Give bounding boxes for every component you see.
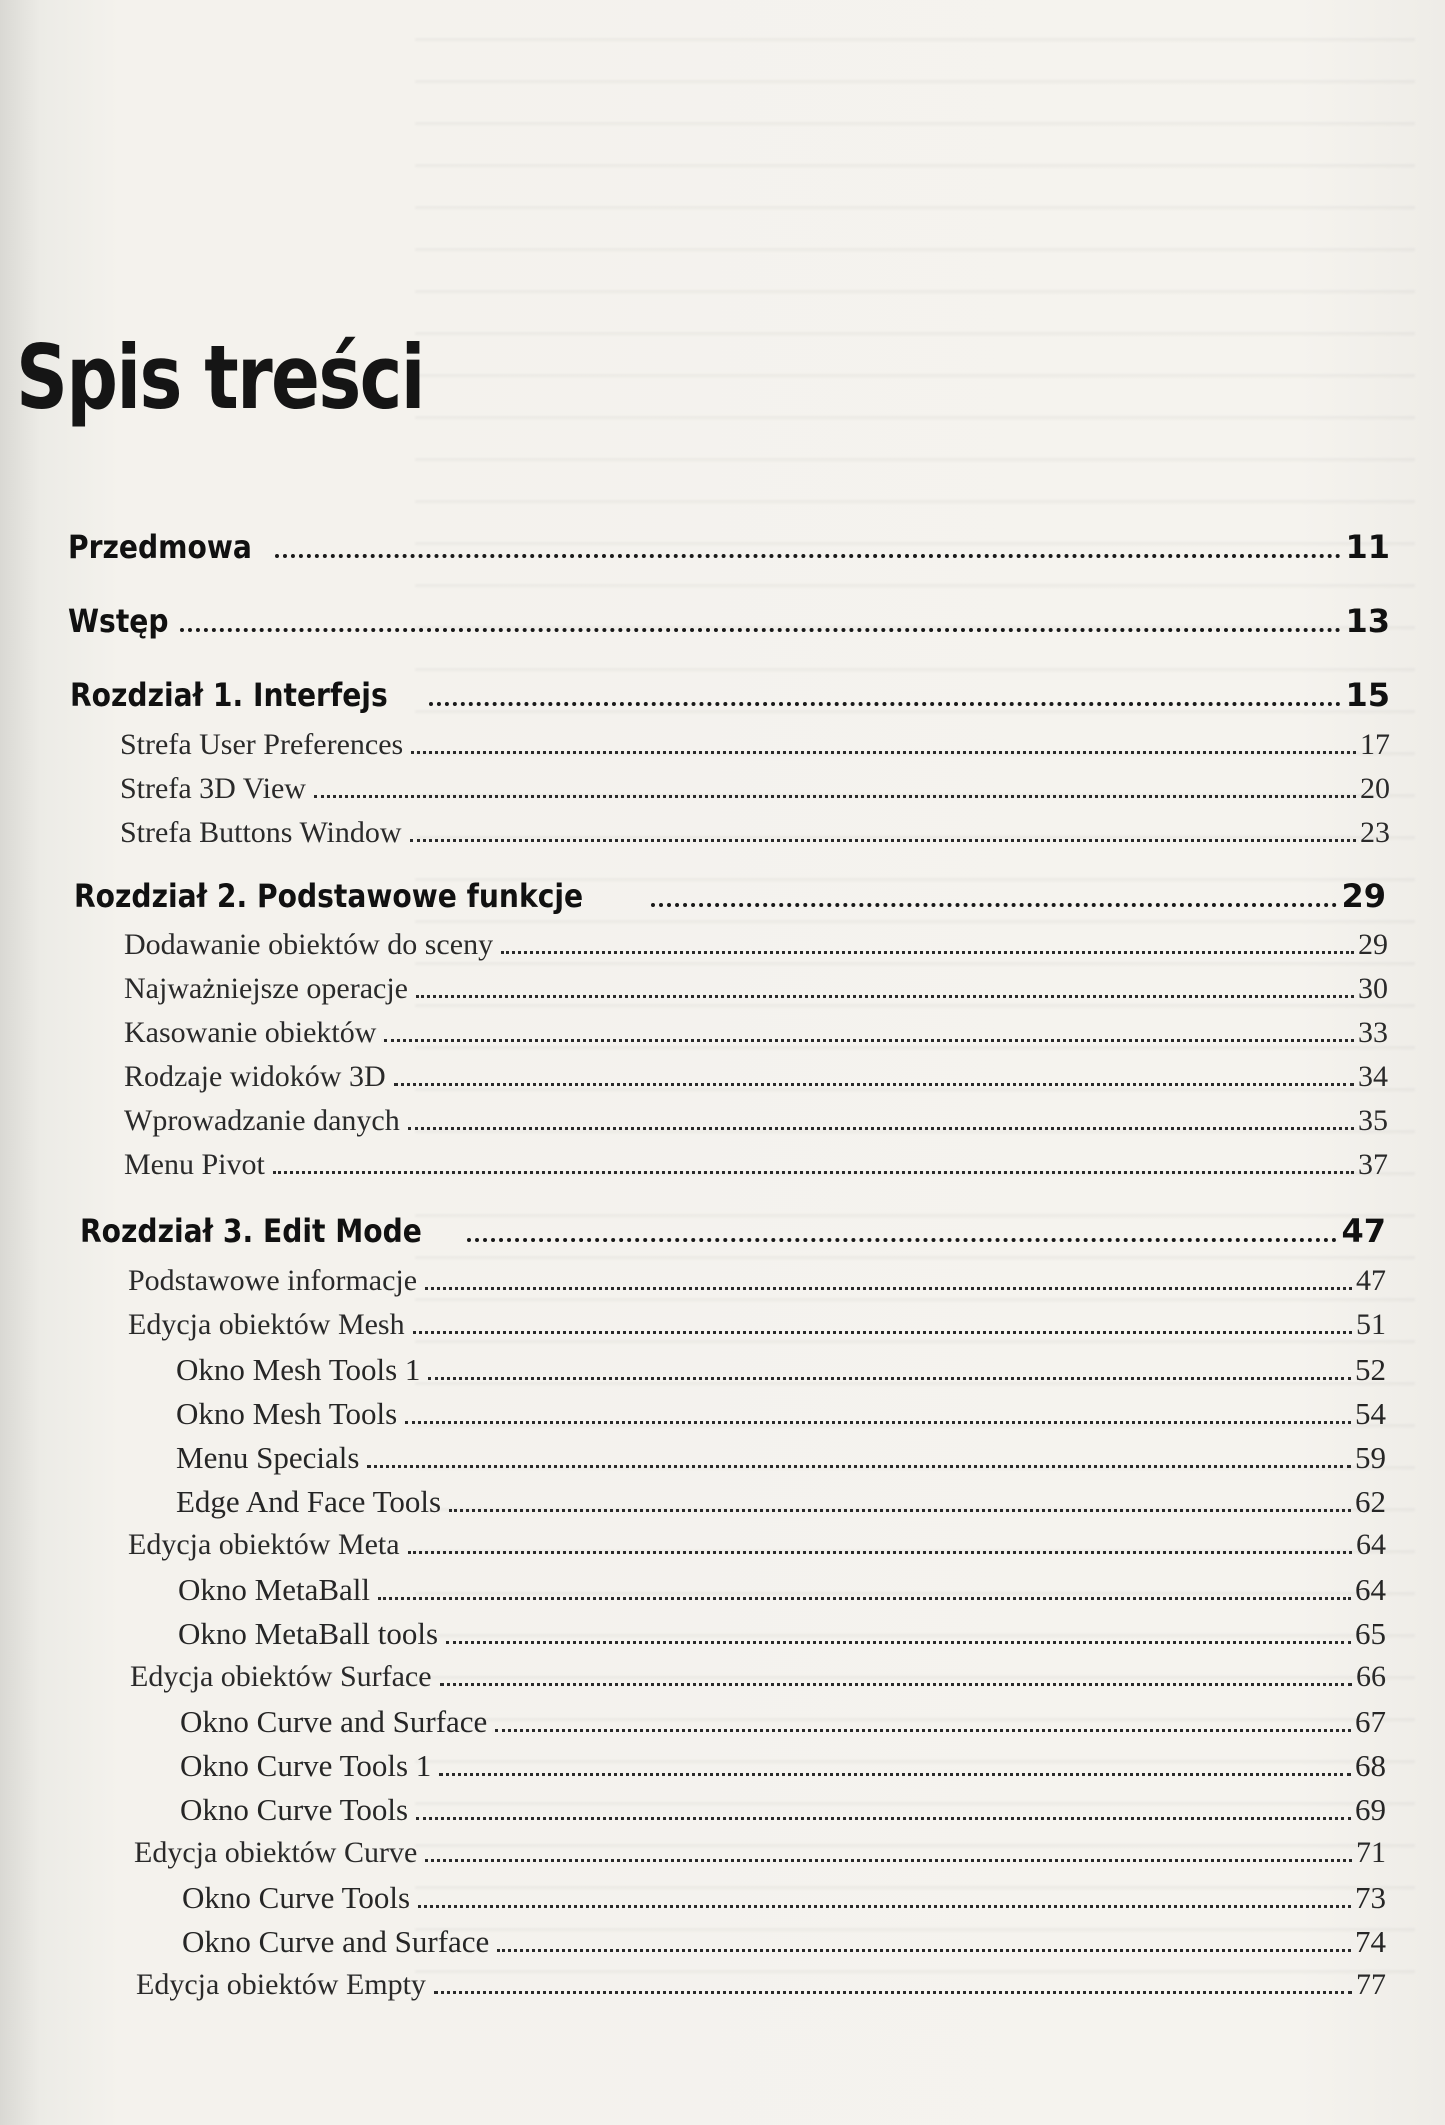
toc-page-number: 34 [1358, 1060, 1388, 1093]
toc-entry-chapter [68, 528, 1390, 566]
toc-entry-label: Wprowadzanie danych [124, 1104, 400, 1137]
toc-entry-section [120, 816, 1390, 850]
toc-entry-label: Dodawanie obiektów do sceny [124, 928, 494, 961]
leader-dots [405, 1421, 1351, 1424]
toc-entry-section [130, 1660, 1386, 1694]
leader-dots [416, 1817, 1351, 1820]
toc-page-number: 17 [1360, 728, 1390, 761]
toc-entry-section [128, 1308, 1386, 1342]
toc-entry-label: Edycja obiektów Mesh [128, 1308, 405, 1341]
toc-entry-section [120, 728, 1390, 762]
leader-dots [275, 554, 1342, 558]
toc-entry-chapter [80, 1212, 1386, 1250]
leader-dots [440, 1683, 1352, 1686]
toc-page-number: 64 [1356, 1528, 1386, 1561]
toc-entry-subsection [178, 1572, 1386, 1608]
leader-dots [428, 1377, 1351, 1380]
toc-page-number: 71 [1356, 1836, 1386, 1869]
page-title: Spis treści [16, 326, 424, 429]
toc-entry-label: Okno Curve Tools [180, 1792, 409, 1827]
toc-page-number: 67 [1355, 1704, 1386, 1739]
toc-page-number: 47 [1341, 1212, 1386, 1250]
leader-dots [449, 1509, 1351, 1512]
toc-entry-label: Okno MetaBall tools [178, 1616, 439, 1651]
leader-dots [651, 903, 1338, 907]
toc-entry-label: Okno MetaBall [178, 1572, 370, 1607]
toc-page-number: 66 [1356, 1660, 1386, 1693]
toc-entry-section [124, 1104, 1388, 1138]
leader-dots [367, 1465, 1351, 1468]
toc-page-number: 33 [1358, 1016, 1388, 1049]
toc-page-number: 29 [1358, 928, 1388, 961]
toc-entry-label: Okno Curve and Surface [182, 1924, 490, 1959]
toc-page-number: 15 [1345, 676, 1390, 714]
toc-page-number: 64 [1355, 1572, 1386, 1607]
toc-page-number: 37 [1358, 1148, 1388, 1181]
toc-entry-section [124, 1016, 1388, 1050]
toc-page-number: 77 [1356, 1968, 1386, 2001]
toc-page-number: 62 [1355, 1484, 1386, 1519]
toc-page-number: 11 [1345, 528, 1390, 566]
toc-page-number: 51 [1356, 1308, 1386, 1341]
toc-entry-label: Rozdział 2. Podstawowe funkcje [74, 877, 584, 915]
toc-entry-label: Edge And Face Tools [176, 1484, 442, 1519]
leader-dots [180, 628, 1341, 632]
toc-entry-subsection [180, 1792, 1386, 1828]
leader-dots [411, 751, 1356, 754]
toc-entry-label: Strefa Buttons Window [120, 816, 402, 849]
toc-entry-label: Strefa User Preferences [120, 728, 404, 761]
toc-entry-label: Okno Curve Tools [182, 1880, 411, 1915]
toc-entry-chapter [68, 602, 1390, 640]
toc-entry-section [124, 928, 1388, 962]
toc-entry-label: Okno Mesh Tools 1 [176, 1352, 421, 1387]
toc-entry-section [128, 1264, 1386, 1298]
toc-entry-section [124, 972, 1388, 1006]
toc-entry-label: Menu Pivot [124, 1148, 265, 1181]
toc-page-number: 20 [1360, 772, 1390, 805]
toc-page-number: 13 [1345, 602, 1390, 640]
toc-page-number: 30 [1358, 972, 1388, 1005]
leader-dots [446, 1641, 1351, 1644]
leader-dots [467, 1238, 1338, 1242]
toc-page-number: 52 [1355, 1352, 1386, 1387]
leader-dots [314, 795, 1356, 798]
toc-entry-label: Edycja obiektów Empty [136, 1968, 426, 2001]
toc-entry-chapter [70, 676, 1390, 714]
toc-entry-label: Edycja obiektów Curve [134, 1836, 418, 1869]
leader-dots [434, 1991, 1352, 1994]
toc-entry-label: Edycja obiektów Surface [130, 1660, 432, 1693]
leader-dots [425, 1859, 1352, 1862]
toc-entry-label: Edycja obiektów Meta [128, 1528, 400, 1561]
toc-page-number: 69 [1355, 1792, 1386, 1827]
toc-entry-label: Okno Mesh Tools [176, 1396, 398, 1431]
toc-entry-section [124, 1148, 1388, 1182]
toc-page-number: 35 [1358, 1104, 1388, 1137]
toc-entry-label: Najważniejsze operacje [124, 972, 408, 1005]
toc-page-number: 68 [1355, 1748, 1386, 1783]
leader-dots [497, 1949, 1351, 1952]
toc-entry-chapter [74, 877, 1386, 915]
leader-dots [408, 1551, 1352, 1554]
toc-entry-section [136, 1968, 1386, 2002]
leader-dots [384, 1039, 1354, 1042]
toc-page-number: 65 [1355, 1616, 1386, 1651]
leader-dots [410, 839, 1356, 842]
leader-dots [408, 1127, 1354, 1130]
toc-entry-section [134, 1836, 1386, 1870]
toc-page-number: 59 [1355, 1440, 1386, 1475]
leader-dots [273, 1171, 1354, 1174]
toc-entry-label: Wstęp [68, 602, 169, 640]
toc-entry-label: Kasowanie obiektów [124, 1016, 377, 1049]
toc-entry-section [120, 772, 1390, 806]
leader-dots [429, 702, 1341, 706]
toc-page-number: 54 [1355, 1396, 1386, 1431]
leader-dots [495, 1729, 1351, 1732]
toc-entry-label: Strefa 3D View [120, 772, 306, 805]
toc-entry-section [124, 1060, 1388, 1094]
leader-dots [416, 995, 1354, 998]
leader-dots [394, 1083, 1354, 1086]
toc-page-number: 47 [1356, 1264, 1386, 1297]
toc-entry-subsection [180, 1704, 1386, 1740]
toc-page-number: 73 [1355, 1880, 1386, 1915]
toc-entry-label: Rodzaje widoków 3D [124, 1060, 386, 1093]
toc-entry-subsection [176, 1440, 1386, 1476]
toc-entry-label: Przedmowa [68, 528, 252, 566]
toc-entry-section [128, 1528, 1386, 1562]
toc-entry-subsection [176, 1396, 1386, 1432]
toc-entry-label: Rozdział 1. Interfejs [70, 676, 388, 714]
leader-dots [425, 1287, 1352, 1290]
toc-entry-subsection [176, 1484, 1386, 1520]
toc-page-number: 29 [1341, 877, 1386, 915]
toc-page-number: 23 [1360, 816, 1390, 849]
toc-entry-subsection [178, 1616, 1386, 1652]
toc-entry-subsection [182, 1924, 1386, 1960]
toc-entry-label: Podstawowe informacje [128, 1264, 418, 1297]
toc-entry-label: Okno Curve Tools 1 [180, 1748, 432, 1783]
leader-dots [378, 1597, 1351, 1600]
leader-dots [413, 1331, 1352, 1334]
toc-page-number: 74 [1355, 1924, 1386, 1959]
toc-entry-subsection [182, 1880, 1386, 1916]
leader-dots [501, 951, 1354, 954]
toc-entry-label: Menu Specials [176, 1440, 360, 1475]
toc-entry-subsection [180, 1748, 1386, 1784]
toc-entry-label: Rozdział 3. Edit Mode [80, 1212, 422, 1250]
leader-dots [439, 1773, 1351, 1776]
leader-dots [418, 1905, 1351, 1908]
toc-entry-label: Okno Curve and Surface [180, 1704, 488, 1739]
toc-entry-subsection [176, 1352, 1386, 1388]
